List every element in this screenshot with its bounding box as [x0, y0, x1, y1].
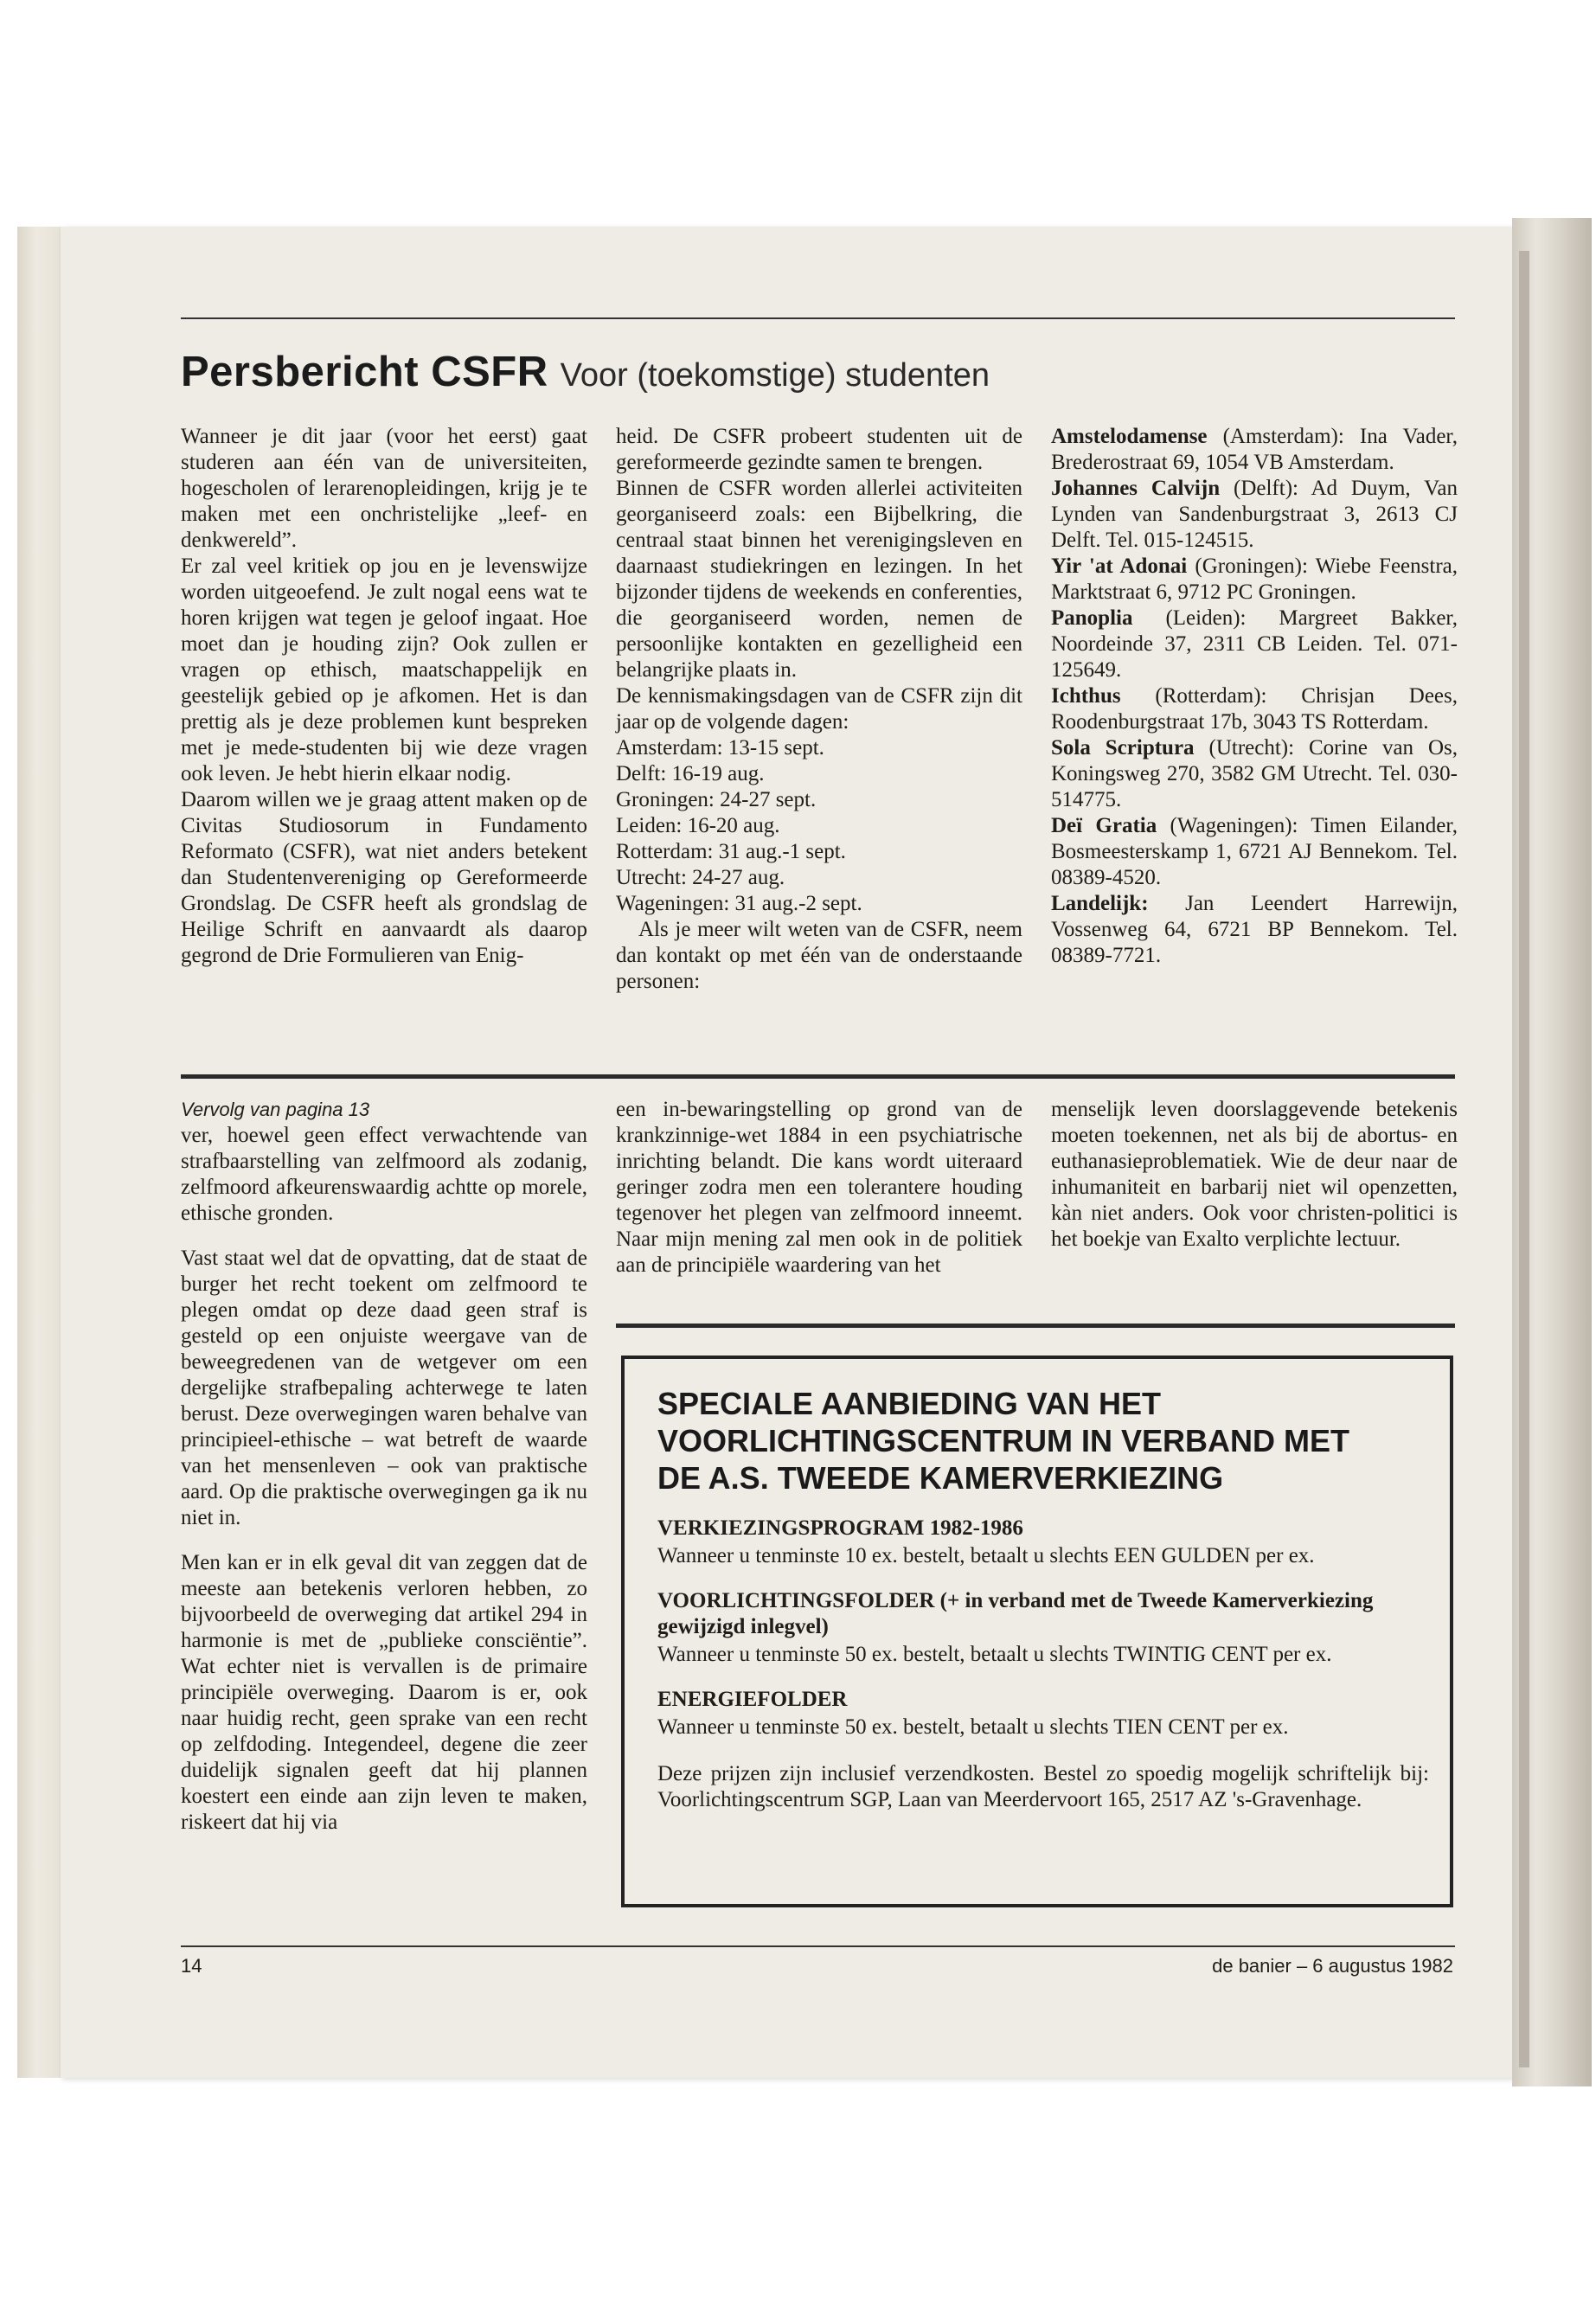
- contact-name: Johannes Calvijn: [1051, 477, 1221, 500]
- contact-entry: [1051, 891, 1458, 969]
- contact-name: Landelijk:: [1051, 892, 1149, 915]
- footer-rule: [181, 1945, 1455, 1947]
- publication-footer: de banier – 6 augustus 1982: [1212, 1955, 1453, 1977]
- article-title: Persbericht CSFR: [181, 349, 548, 395]
- article-headline: [181, 348, 990, 396]
- section-divider: [181, 1074, 1455, 1079]
- paragraph: Binnen de CSFR worden allerlei activiteiten georganiseerd zoals: een Bijbelkring, die centraal staat binnen het verenigingsleven en daarnaast studiekringen en lezingen. In het bijzonder tijdens de weekends en conferenties, die georganiseerd worden, nemen de persoonlijke kontakten en gezelligheid een belangrijke plaats in.: [616, 477, 1022, 682]
- ad-note: Deze prijzen zijn inclusief verzendkosten. Bestel zo spoedig mogelijk schriftelijk bij: Voorlichtingscentrum SGP, Laan van Meerdervoort 165, 2517 AZ 's-Gravenhage.: [657, 1762, 1429, 1811]
- paragraph: Er zal veel kritiek op jou en je levenswijze worden uitgeoefend. Je zult nogal eens wat te horen krijgen wat tegen je geloof ingaat. Hoe moet dan je houding zijn? Ook zullen er vragen op ethisch, maatschappelijk en geestelijk gebied op je afkomen. Het is dan prettig als je deze problemen kunt bespreken met je mede-studenten bij wie deze vragen ook leven. Je hebt hierin elkaar nodig.: [181, 554, 587, 785]
- contact-name: Panoplia: [1051, 606, 1133, 630]
- paragraph: ver, hoewel geen effect verwachtende van strafbaarstelling van zelfmoord als zodanig, zelfmoord afkeurenswaardig achtte op morele, ethische gronden.: [181, 1124, 587, 1225]
- paragraph: Men kan er in elk geval dit van zeggen dat de meeste aan betekenis verloren hebben, zo bijvoorbeeld de overweging dat artikel 294 in harmonie is met de „publieke consciëntie”. Wat echter niet is vervallen is de primaire principiële overweging. Daarom is er, ook naar huidig recht, geen sprake van een recht op zelfdoding. Integendeel, degene die zeer duidelijk signalen geeft dat hij plannen koestert een einde aan zijn leven te maken, riskeert dat hij via: [181, 1551, 587, 1834]
- date-line: Groningen: 24-27 sept.: [616, 788, 817, 811]
- contact-name: Yir 'at Adonai: [1051, 554, 1188, 578]
- date-line: Amsterdam: 13-15 sept.: [616, 736, 824, 760]
- paragraph: menselijk leven doorslaggevende betekenis moeten toekennen, net als bij de abortus- en euthanasieproblematiek. Wie de deur naar de inhumaniteit en barbarij niet wil openzetten, kàn niet anders. Ook voor christen-politici is het boekje van Exalto verplichte lectuur.: [1051, 1098, 1458, 1251]
- date-line: Utrecht: 24-27 aug.: [616, 866, 785, 889]
- ad-item-title: VERKIEZINGSPROGRAM 1982-1986: [657, 1516, 1023, 1540]
- contact-entry: [1051, 424, 1458, 476]
- book-right-edge-shadow: [1519, 251, 1529, 2067]
- page-number: 14: [181, 1955, 202, 1977]
- paragraph: Wanneer je dit jaar (voor het eerst) gaat studeren aan één van de universiteiten, hogescholen of lerarenopleidingen, krijg je te maken met een onchristelijke „leef- en denkwereld”.: [181, 425, 587, 552]
- contact-name: Amstelodamense: [1051, 425, 1208, 448]
- ad-headline-line: DE A.S. TWEEDE KAMERVERKIEZING: [657, 1460, 1224, 1496]
- date-line: Delft: 16-19 aug.: [616, 762, 765, 785]
- contact-entry: [1051, 554, 1458, 606]
- ad-top-rule: [616, 1324, 1455, 1328]
- contact-entry: [1051, 735, 1458, 813]
- contact-name: Sola Scriptura: [1051, 736, 1195, 760]
- paragraph: heid. De CSFR probeert studenten uit de gereformeerde gezindte samen te brengen.: [616, 425, 1022, 474]
- advertisement-box: [621, 1356, 1453, 1907]
- top-rule: [181, 317, 1455, 319]
- ad-item-title: ENERGIEFOLDER: [657, 1688, 848, 1711]
- article-column-2: [616, 424, 1022, 995]
- paragraph: Vast staat wel dat de opvatting, dat de staat de burger het recht toekent om zelfmoord te plegen omdat op deze daad geen straf is gesteld op een onjuiste weergave van de beweegredenen van de wetgever om een dergelijke strafbepaling achterwege te laten berust. Deze overwegingen waren behalve van principieel-ethische – wat betreft de waarde van het mensenleven – ook van praktische aard. Op die praktische overwegingen ga ik nu niet in.: [181, 1247, 587, 1529]
- contact-details: (Amsterdam): Ina Vader, Brederostraat 69, 1054 VB Amsterdam.: [1051, 425, 1458, 474]
- contact-details: (Delft): Ad Duym, Van Lynden van Sandenburgstraat 3, 2613 CJ Delft. Tel. 015-124515.: [1051, 477, 1458, 552]
- contact-details: (Leiden): Margreet Bakker, Noordeinde 37, 2311 CB Leiden. Tel. 071-125649.: [1051, 606, 1458, 682]
- continuation-column-1: [181, 1097, 587, 1836]
- article-subtitle: Voor (toekomstige) studenten: [560, 357, 990, 394]
- paragraph: Als je meer wilt weten van de CSFR, neem dan kontakt op met één van de onderstaande personen:: [616, 918, 1022, 993]
- contact-details: Jan Leendert Harrewijn, Vossenweg 64, 6721 BP Bennekom. Tel. 08389-7721.: [1051, 892, 1458, 967]
- contact-name: Deï Gratia: [1051, 814, 1157, 837]
- contacts-column: [1051, 424, 1458, 969]
- ad-item-text: Wanneer u tenminste 50 ex. bestelt, betaalt u slechts TWINTIG CENT per ex.: [657, 1643, 1332, 1666]
- contact-entry: [1051, 606, 1458, 683]
- contact-entry: [1051, 476, 1458, 554]
- paragraph: De kennismakingsdagen van de CSFR zijn dit jaar op de volgende dagen:: [616, 684, 1022, 734]
- contact-details: (Rotterdam): Chrisjan Dees, Roodenburgstraat 17b, 3043 TS Rotterdam.: [1051, 684, 1458, 734]
- contact-name: Ichthus: [1051, 684, 1121, 708]
- continuation-column-2: [616, 1097, 1022, 1279]
- date-line: Wageningen: 31 aug.-2 sept.: [616, 892, 862, 915]
- ad-headline: [657, 1385, 1429, 1497]
- contact-entry: [1051, 813, 1458, 891]
- continuation-caption: Vervolg van pagina 13: [181, 1099, 370, 1120]
- contact-details: (Wageningen): Timen Eilander, Bosmeesterskamp 1, 6721 AJ Bennekom. Tel. 08389-4520.: [1051, 814, 1458, 889]
- continuation-column-3: [1051, 1097, 1458, 1253]
- contact-entry: [1051, 683, 1458, 735]
- contact-details: (Groningen): Wiebe Feenstra, Marktstraat 6, 9712 PC Groningen.: [1051, 554, 1458, 604]
- ad-headline-line: SPECIALE AANBIEDING VAN HET: [657, 1386, 1162, 1421]
- paragraph: Daarom willen we je graag attent maken op de Civitas Studiosorum in Fundamento Reformato (CSFR), wat niet anders betekent dan Studentenvereniging op Gereformeerde Grondslag. De CSFR heeft als grondslag de Heilige Schrift en aanvaardt als daarop gegrond de Drie Formulieren van Enig-: [181, 788, 587, 967]
- ad-item-text: Wanneer u tenminste 10 ex. bestelt, betaalt u slechts EEN GULDEN per ex.: [657, 1544, 1315, 1567]
- ad-item-text: Wanneer u tenminste 50 ex. bestelt, betaalt u slechts TIEN CENT per ex.: [657, 1715, 1289, 1739]
- date-line: Leiden: 16-20 aug.: [616, 814, 780, 837]
- article-column-1: [181, 424, 587, 969]
- date-line: Rotterdam: 31 aug.-1 sept.: [616, 840, 846, 863]
- ad-item-title: VOORLICHTINGSFOLDER (+ in verband met de Tweede Kamerverkiezing gewijzigd inlegvel): [657, 1589, 1374, 1638]
- contact-details: (Utrecht): Corine van Os, Koningsweg 270, 3582 GM Utrecht. Tel. 030-514775.: [1051, 736, 1458, 811]
- paragraph: een in-bewaringstelling op grond van de krankzinnige-wet 1884 in een psychiatrische inrichting belandt. Die kans wordt uiteraard geringer zodra men een tolerantere houding tegenover het plegen van zelfmoord inneemt. Naar mijn mening zal men ook in de politiek aan de principiële waardering van het: [616, 1098, 1022, 1277]
- page-binding-edge: [17, 227, 65, 2078]
- ad-headline-line: VOORLICHTINGSCENTRUM IN VERBAND MET: [657, 1423, 1349, 1458]
